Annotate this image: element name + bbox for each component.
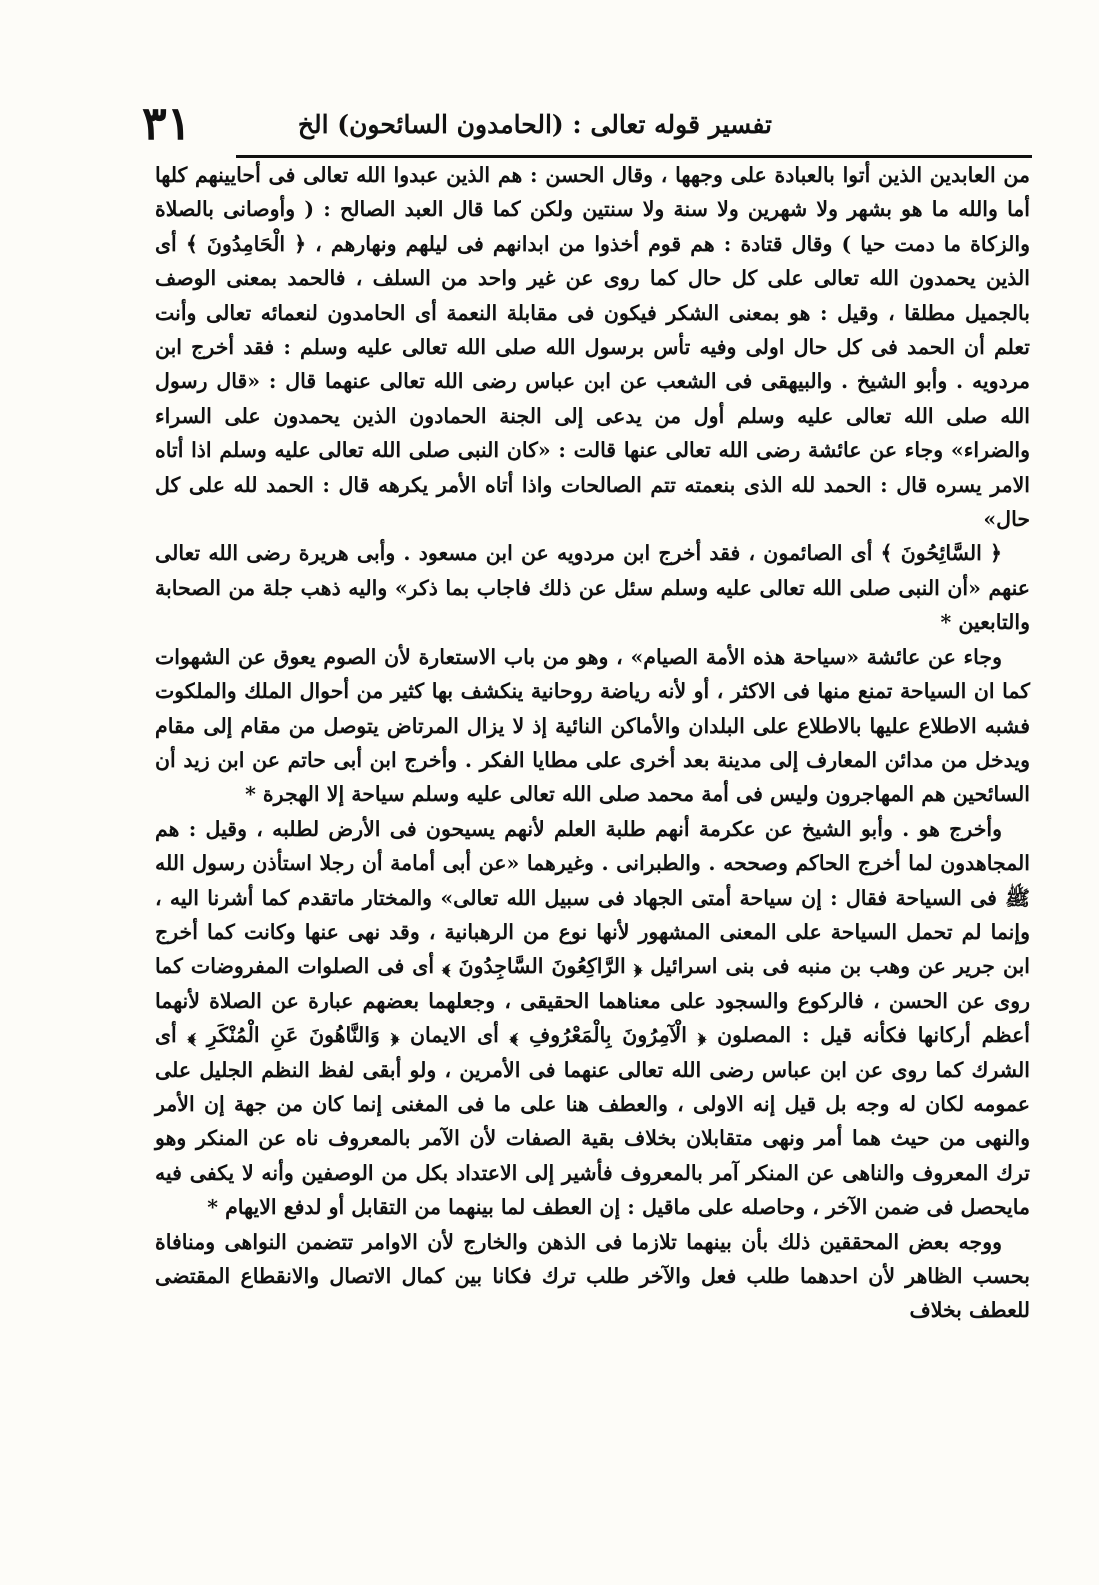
paragraph: ﴿ السَّائِحُونَ ﴾ أى الصائمون ، فقد أخرج ابن مردويه عن ابن مسعود . وأبى هريرة رضى الله تعالى عنهم «أن النبى صلى الله تعالى عليه وسلم سئل عن ذلك فاجاب بما ذكر» واليه ذهب جلة من الصحابة والتابعين * (155, 541, 1030, 635)
page-header (112, 96, 1030, 156)
paragraph: وأخرج هو . وأبو الشيخ عن عكرمة أنهم طلبة العلم لأنهم يسيحون فى الأرض لطلبه ، وقيل : هم المجاهدون لما أخرج الحاكم وصححه . والطبرانى . وغيرهما «عن أبى أمامة أن رجلا استأذن رسول الله ﷺ فى السياحة فقال : إن سياحة أمتى الجهاد فى سبيل الله تعالى» والمختار ماتقدم كما أشرنا اليه ، وإنما لم تحمل السياحة على المعنى المشهور لأنها نوع من الرهبانية ، وقد نهى عنها وكانت كما أخرج ابن جرير عن وهب بن منبه فى بنى اسرائيل ﴿ الرَّاكِعُونَ السَّاجِدُونَ ﴾ أى فى الصلوات المفروضات كما روى عن الحسن ، فالركوع والسجود على معناهما الحقيقى ، وجعلهما بعضهم عبارة عن الصلاة لأنهما أعظم أركانها فكأنه قيل : المصلون ﴿ الْآمِرُونَ بِالْمَعْرُوفِ ﴾ أى الايمان ﴿ وَالنَّاهُونَ عَنِ الْمُنْكَرِ ﴾ أى الشرك كما روى عن ابن عباس رضى الله تعالى عنهما فى الأمرين ، ولو أبقى لفظ النظم الجليل على عمومه لكان له وجه بل قيل إنه الاولى ، والعطف هنا على ما فى المغنى إنما كان من جهة إن الأمر والنهى من حيث هما أمر ونهى متقابلان بخلاف بقية الصفات لأن الآمر بالمعروف ناه عن المنكر وهو ترك المعروف والناهى عن المنكر آمر بالمعروف فأشير إلى الاعتداد بكل من الوصفين وأنه لا يكفى فيه مايحصل فى ضمن الآخر ، وحاصله على ماقيل : إن العطف لما بينهما من التقابل أو لدفع الايهام * (155, 816, 1030, 1220)
page-number: ٣١ (142, 96, 192, 150)
paragraph: ووجه بعض المحققين ذلك بأن بينهما تلازما فى الذهن والخارج لأن الاوامر تتضمن النواهى ومنافاة بحسب الظاهر لأن احدهما طلب فعل والآخر طلب ترك فكانا بين كمال الاتصال والانقطاع المقتضى للعطف بخلاف (155, 1229, 1030, 1323)
paragraph: من العابدين الذين أتوا بالعبادة على وجهها ، وقال الحسن : هم الذين عبدوا الله تعالى فى أحايينهم كلها أما والله ما هو بشهر ولا شهرين ولا سنة ولا سنتين ولكن كما قال العبد الصالح : ( وأوصانى بالصلاة والزكاة ما دمت حيا ) وقال قتادة : هم قوم أخذوا من ابدانهم فى ليلهم ونهارهم ، ﴿ الْحَامِدُونَ ﴾ أى الذين يحمدون الله تعالى على كل حال كما روى عن غير واحد من السلف ، فالحمد بمعنى الوصف بالجميل مطلقا ، وقيل : هو بمعنى الشكر فيكون فى مقابلة النعمة أى الحامدون لنعمائه تعالى وأنت تعلم أن الحمد فى كل حال اولى وفيه تأس برسول الله صلى الله تعالى عليه وسلم : فقد أخرج ابن مردويه . وأبو الشيخ . والبيهقى فى الشعب عن ابن عباس رضى الله تعالى عنهما قال : «قال رسول الله صلى الله تعالى عليه وسلم أول من يدعى إلى الجنة الحمادون الذين يحمدون على السراء والضراء» وجاء عن عائشة رضى الله تعالى عنها قالت : «كان النبى صلى الله تعالى عليه وسلم اذا أتاه الامر يسره قال : الحمد لله الذى بنعمته تتم الصالحات واذا أتاه الأمر يكرهه قال : الحمد لله على كل حال» (155, 163, 1030, 532)
body-text (155, 158, 1030, 1328)
running-title: تفسير قوله تعالى : (الحامدون السائحون) الخ (297, 110, 772, 139)
paragraph: وجاء عن عائشة «سياحة هذه الأمة الصيام» ، وهو من باب الاستعارة لأن الصوم يعوق عن الشهوات كما ان السياحة تمنع منها فى الاكثر ، أو لأنه رياضة روحانية ينكشف بها كثير من أحوال الملك والملكوت فشبه الاطلاع عليها بالاطلاع على البلدان والأماكن النائية إذ لا يزال المرتاض يتوصل من مقام إلى مقام ويدخل من مدائن المعارف إلى مدينة بعد أخرى على مطايا الفكر . وأخرج ابن أبى حاتم عن ابن زيد أن السائحين هم المهاجرون وليس فى أمة محمد صلى الله تعالى عليه وسلم سياحة إلا الهجرة * (155, 644, 1030, 807)
